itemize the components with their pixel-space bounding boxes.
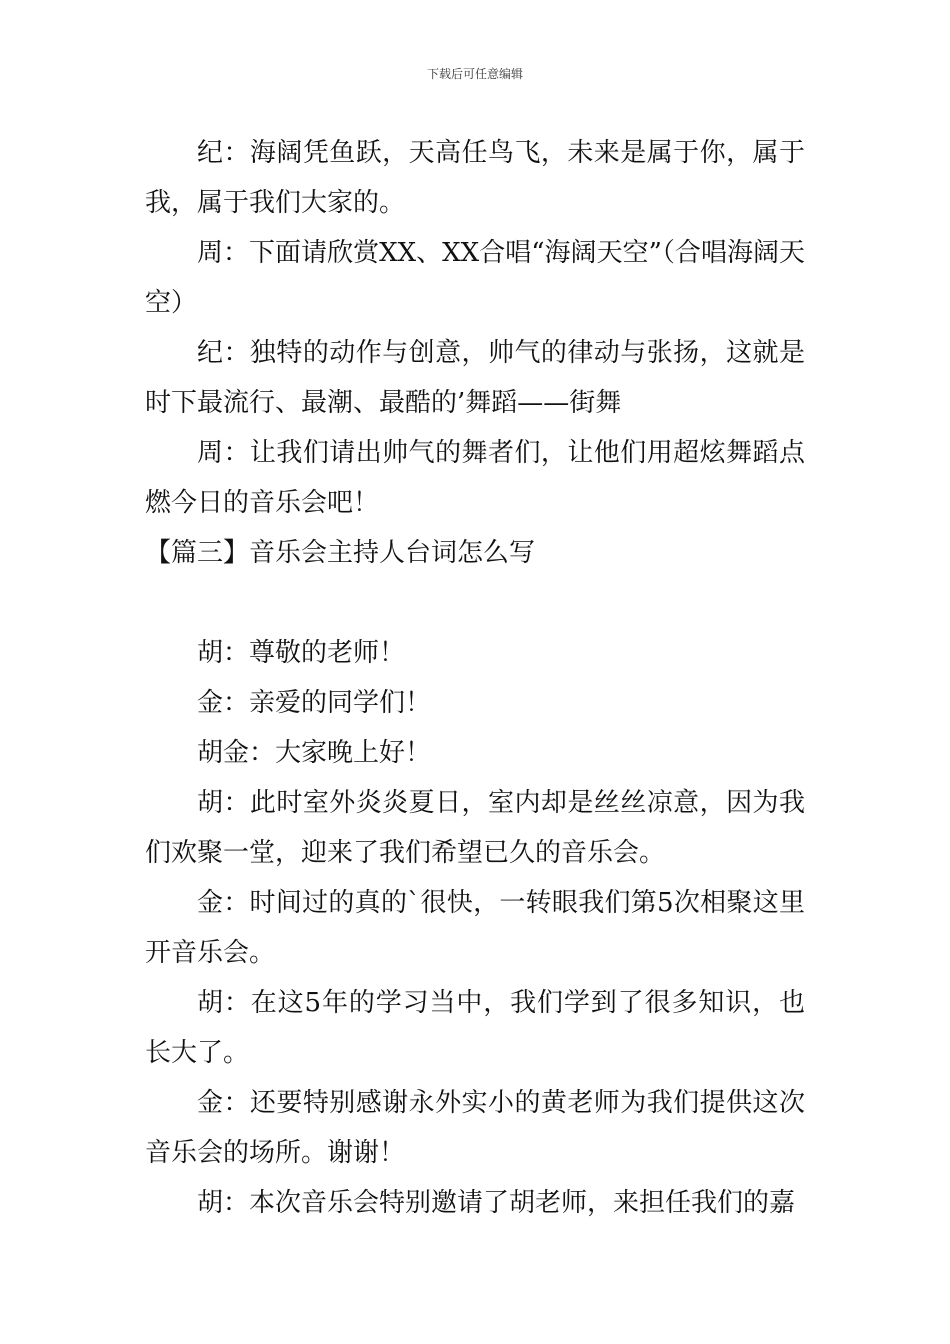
paragraph: 金：时间过的真的`很快，一转眼我们第5次相聚这里开音乐会。 <box>145 888 805 968</box>
paragraph: 胡：本次音乐会特别邀请了胡老师，来担任我们的嘉 <box>197 1188 796 1218</box>
paragraph: 胡：此时室外炎炎夏日，室内却是丝丝凉意，因为我们欢聚一堂，迎来了我们希望已久的音乐会。 <box>145 788 805 868</box>
paragraph: 胡：尊敬的老师！ <box>197 638 406 668</box>
paragraph: 纪：独特的动作与创意，帅气的律动与张扬，这就是时下最流行、最潮、最酷的’舞蹈——街舞 <box>145 338 805 418</box>
paragraph: 胡：在这5年的学习当中，我们学到了很多知识，也长大了。 <box>145 988 805 1068</box>
document-body <box>145 128 805 1228</box>
paragraph: 周：下面请欣赏XX、XX合唱“海阔天空”（合唱海阔天空） <box>145 238 805 318</box>
blank-line <box>145 578 805 628</box>
paragraph: 纪：海阔凭鱼跃，天高任鸟飞，未来是属于你，属于我，属于我们大家的。 <box>145 138 805 218</box>
page-header: 下载后可任意编辑 <box>426 67 523 81</box>
paragraph: 金：还要特别感谢永外实小的黄老师为我们提供这次音乐会的场所。谢谢！ <box>145 1088 805 1168</box>
paragraph: 周：让我们请出帅气的舞者们，让他们用超炫舞蹈点燃今日的音乐会吧！ <box>145 438 805 518</box>
section-heading: 【篇三】音乐会主持人台词怎么写 <box>145 538 536 568</box>
paragraph: 金：亲爱的同学们！ <box>197 688 432 718</box>
paragraph: 胡金：大家晚上好！ <box>197 738 432 768</box>
